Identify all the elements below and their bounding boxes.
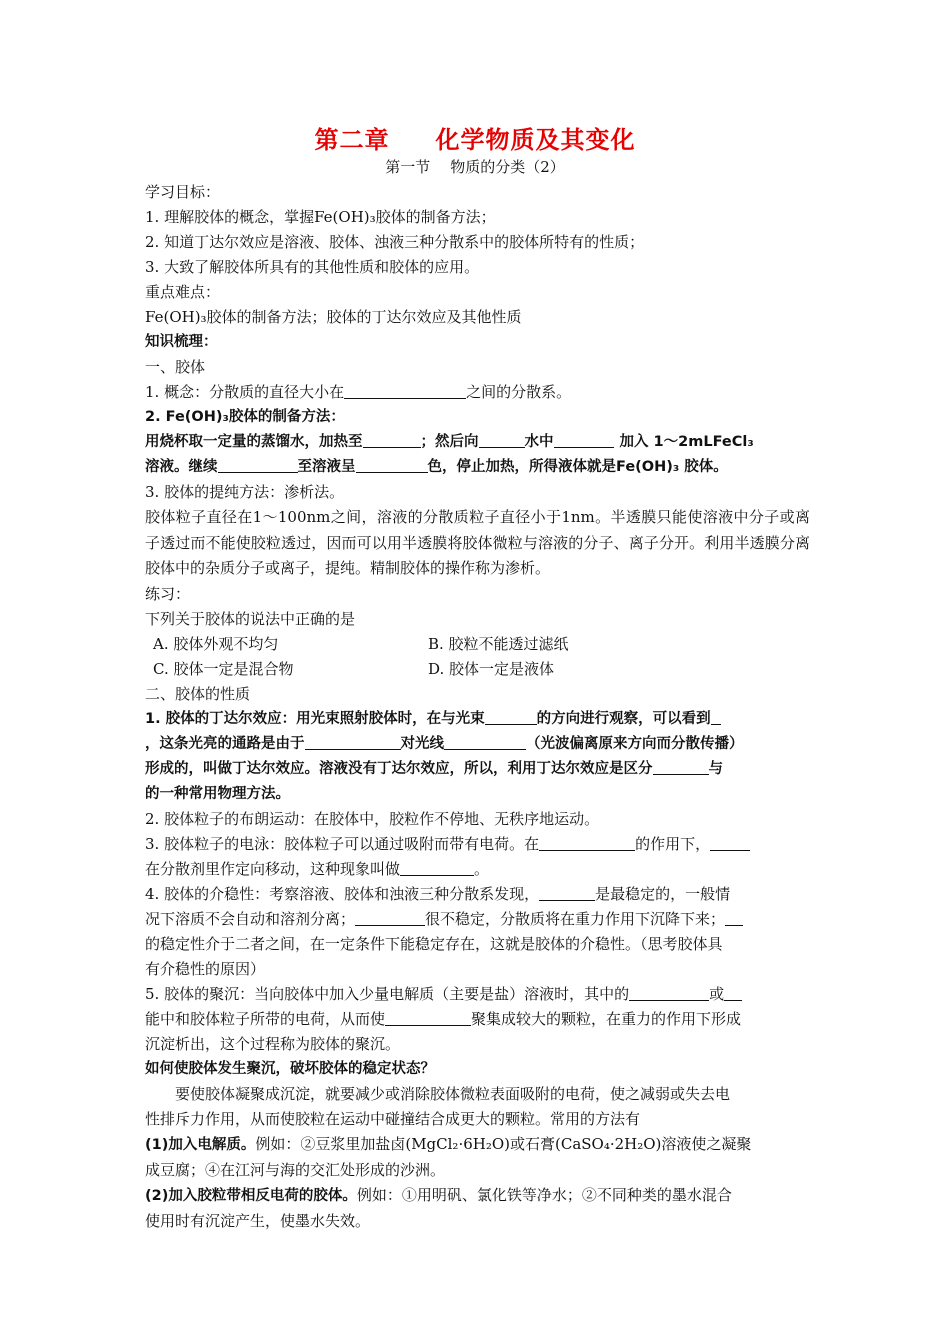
concept-line: [145, 380, 810, 405]
prep-line-2: [145, 455, 810, 480]
option-d[interactable]: D. 胶体一定是液体: [428, 659, 555, 678]
coag-text: 聚集成较大的颗粒，在重力的作用下形成: [471, 1009, 742, 1028]
blank-field[interactable]: [539, 835, 635, 851]
coag-line-1: [145, 982, 810, 1007]
method-2-line-2: 使用时有沉淀产生，使墨水失效。: [145, 1211, 371, 1230]
option-a[interactable]: A. 胶体外观不均匀: [153, 634, 279, 653]
part2-heading: 二、胶体的性质: [145, 684, 251, 703]
coagulation-intro-1: 要使胶体凝聚成沉淀，就要减少或消除胶体微粒表面吸附的电荷，使之减弱或失去电: [175, 1084, 731, 1103]
blank-field[interactable]: [629, 985, 709, 1001]
blank-field[interactable]: [724, 985, 742, 1001]
method-2-text: 例如：①用明矾、氯化铁等净水；②不同种类的墨水混合: [356, 1185, 732, 1204]
tyndall-line-4: 的一种常用物理方法。: [145, 785, 290, 802]
electro-text: 。: [474, 859, 490, 878]
key-points-heading: 重点难点：: [145, 283, 221, 301]
goal-item-3: 3. 大致了解胶体所具有的其他性质和胶体的应用。: [145, 258, 480, 276]
key-points-text: Fe(OH)₃胶体的制备方法；胶体的丁达尔效应及其他性质: [145, 308, 522, 326]
meta-line-1: [145, 882, 810, 907]
concept-text-b: 之间的分散系。: [466, 383, 572, 401]
electro-line-2: [145, 857, 810, 882]
method-2-line: [145, 1183, 810, 1209]
method-2-label: (2)加入胶粒带相反电荷的胶体。: [145, 1187, 357, 1204]
goal-item-1: 1. 理解胶体的概念，掌握Fe(OH)₃胶体的制备方法；: [145, 208, 496, 226]
coag-text: 或: [709, 984, 725, 1003]
knowledge-heading: 知识梳理：: [145, 334, 218, 350]
electro-text: 的作用下，: [635, 834, 711, 853]
electro-line-1: [145, 832, 810, 857]
prep-text: 加入 1～2mLFeCl₃: [619, 434, 754, 450]
meta-line-2: [145, 907, 810, 932]
prep-text: 用烧杯取一定量的蒸馏水，加热至: [145, 434, 363, 450]
purify-text: 胶体粒子直径在1～100nm之间，溶液的分散质粒子直径小于1nm。半透膜只能使溶液中分子或离子透过而不能使胶粒透过，因而可以用半透膜将胶体微粒与溶液的分子、离子分开。利用半透膜分离胶体中的杂质分子或离子，提纯。精制胶体的操作称为渗析。: [145, 508, 810, 577]
meta-text: 是最稳定的，一般情: [595, 884, 731, 903]
exercise-question: 下列关于胶体的说法中正确的是: [145, 609, 356, 628]
blank-field[interactable]: [356, 457, 428, 473]
meta-text: 4. 胶体的介稳性：考察溶液、胶体和浊液三种分散系发现，: [145, 884, 540, 903]
method-1-label: (1)加入电解质。: [145, 1136, 256, 1153]
coag-line-2: [145, 1007, 810, 1032]
prep-text: 溶液。继续: [145, 459, 218, 475]
blank-field[interactable]: [485, 709, 537, 725]
tyndall-text: 与: [708, 760, 723, 777]
blank-field[interactable]: [363, 432, 421, 448]
coag-line-3: 沉淀析出，这个过程称为胶体的聚沉。: [145, 1034, 401, 1053]
blank-field[interactable]: [400, 860, 474, 876]
exercise-heading: 练习：: [145, 584, 191, 603]
prep-line-1: [145, 430, 810, 455]
prep-text: 至溶液呈: [297, 459, 356, 475]
purify-heading: 3. 胶体的提纯方法：渗析法。: [145, 483, 345, 501]
options-row-2: [145, 657, 810, 682]
prep-heading: 2. Fe(OH)₃胶体的制备方法：: [145, 409, 345, 425]
prep-text: 色，停止加热，所得液体就是Fe(OH)₃ 胶体。: [427, 459, 728, 475]
electro-text: 3. 胶体粒子的电泳：胶体粒子可以通过吸附而带有电荷。在: [145, 834, 540, 853]
section-title: [0, 156, 950, 177]
tyndall-text: ，这条光亮的通路是由于: [145, 735, 305, 752]
section-name: 物质的分类（2）: [450, 158, 565, 176]
blank-field[interactable]: [653, 759, 709, 775]
section-number: 第一节: [385, 158, 431, 176]
tyndall-text: （光波偏离原来方向而分散传播）: [526, 735, 744, 752]
chapter-number: 第二章: [314, 126, 390, 154]
method-1-line: [145, 1132, 810, 1158]
coagulation-intro-2: 性排斥力作用，从而使胶粒在运动中碰撞结合成更大的颗粒。常用的方法有: [145, 1109, 641, 1128]
blank-field[interactable]: [711, 709, 721, 725]
blank-field[interactable]: [305, 734, 401, 750]
option-b[interactable]: B. 胶粒不能透过滤纸: [428, 634, 569, 653]
method-1-line-2: 成豆腐；④在江河与海的交汇处形成的沙洲。: [145, 1160, 446, 1179]
concept-text-a: 1. 概念：分散质的直径大小在: [145, 383, 345, 401]
coag-text: 能中和胶体粒子所带的电荷，从而使: [145, 1009, 386, 1028]
meta-text: 很不稳定，分散质将在重力作用下沉降下来；: [425, 909, 726, 928]
blank-field[interactable]: [554, 432, 614, 448]
tyndall-text: 的方向进行观察，可以看到: [536, 710, 711, 727]
tyndall-line-1: [145, 707, 810, 732]
blank-field[interactable]: [344, 383, 466, 399]
blank-field[interactable]: [355, 910, 425, 926]
option-c[interactable]: C. 胶体一定是混合物: [153, 659, 294, 678]
goals-heading: 学习目标：: [145, 183, 221, 201]
blank-field[interactable]: [479, 432, 525, 448]
tyndall-text: 形成的，叫做丁达尔效应。溶液没有丁达尔效应，所以，利用丁达尔效应是区分: [145, 760, 653, 777]
brownian-line: 2. 胶体粒子的布朗运动：在胶体中，胶粒作不停地、无秩序地运动。: [145, 809, 600, 828]
blank-field[interactable]: [710, 835, 750, 851]
blank-field[interactable]: [444, 734, 526, 750]
method-1-text: 例如：②豆浆里加盐卤(MgCl₂·6H₂O)或石膏(CaSO₄·2H₂O)溶液使之凝聚: [255, 1134, 752, 1153]
document-body: [145, 180, 810, 1234]
prep-text: ；然后向: [420, 434, 479, 450]
tyndall-text: 1. 胶体的丁达尔效应：用光束照射胶体时，在与光束: [145, 710, 485, 727]
coagulation-heading: 如何使胶体发生聚沉，破坏胶体的稳定状态？: [145, 1060, 435, 1077]
chapter-title: [0, 120, 950, 155]
part1-heading: 一、胶体: [145, 358, 206, 376]
options-row-1: [145, 632, 810, 657]
blank-field[interactable]: [725, 910, 743, 926]
coag-text: 5. 胶体的聚沉：当向胶体中加入少量电解质（主要是盐）溶液时，其中的: [145, 984, 630, 1003]
meta-line-3: 的稳定性介于二者之间，在一定条件下能稳定存在，这就是胶体的介稳性。（思考胶体具: [145, 934, 723, 953]
blank-field[interactable]: [385, 1010, 471, 1026]
chapter-name: 化学物质及其变化: [435, 126, 636, 154]
meta-text: 况下溶质不会自动和溶剂分离；: [145, 909, 356, 928]
blank-field[interactable]: [218, 457, 298, 473]
meta-line-4: 有介稳性的原因）: [145, 959, 266, 978]
tyndall-text: 对光线: [400, 735, 444, 752]
electro-text: 在分散剂里作定向移动，这种现象叫做: [145, 859, 401, 878]
tyndall-line-3: [145, 757, 810, 782]
prep-text: 水中: [524, 434, 554, 450]
tyndall-line-2: [145, 732, 810, 757]
blank-field[interactable]: [539, 885, 595, 901]
goal-item-2: 2. 知道丁达尔效应是溶液、胶体、浊液三种分散系中的胶体所特有的性质；: [145, 233, 645, 251]
